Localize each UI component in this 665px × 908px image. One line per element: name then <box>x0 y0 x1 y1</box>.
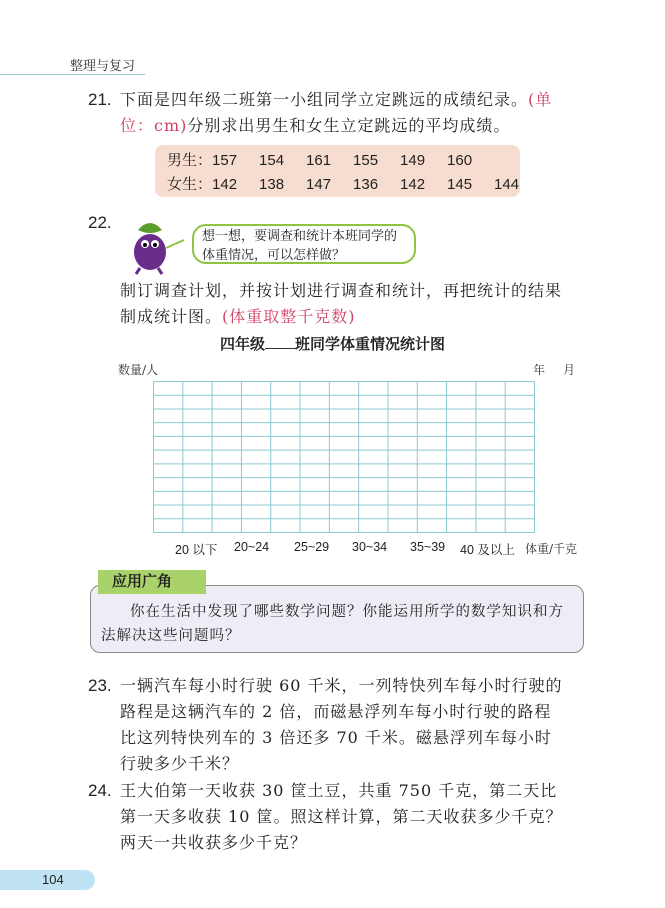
q24-line: 两天一共收获多少千克？ <box>120 833 308 852</box>
q24-line: 第一天多收获 10 筐。照这样计算，第二天收获多少千克？ <box>120 807 563 826</box>
category-label: 40 及以上 <box>460 543 515 557</box>
category-label: 20 以下 <box>175 543 218 557</box>
score: 157 <box>212 152 238 169</box>
date-month: 月 <box>563 363 576 377</box>
q21-unit2: 位：cm) <box>120 116 188 135</box>
score: 138 <box>259 176 285 193</box>
q22-line1: 制订调查计划，并按计划进行调查和统计，再把统计的结果 <box>120 281 563 300</box>
page-number: 104 <box>0 870 95 890</box>
speech-bubble: 想一想，要调查和统计本班同学的体重情况，可以怎样做？ <box>192 224 416 264</box>
q21-text <box>120 87 590 139</box>
score: 154 <box>259 152 285 169</box>
date-year: 年 <box>533 363 546 377</box>
q24-number: 24. <box>88 781 112 800</box>
class-blank[interactable] <box>265 348 295 349</box>
title-part: 四年级 <box>219 336 265 353</box>
category-label: 30~34 <box>352 540 388 554</box>
q23-line: 一辆汽车每小时行驶 60 千米，一列特快列车每小时行驶的 <box>120 676 563 695</box>
header-rule <box>0 74 145 75</box>
score: 149 <box>400 152 426 169</box>
category-label: 35~39 <box>410 540 446 554</box>
section-header: 整理与复习 <box>70 59 136 74</box>
chart-title <box>0 333 665 354</box>
girls-row <box>167 173 541 194</box>
score: 155 <box>353 152 379 169</box>
score: 144 <box>494 176 520 193</box>
boys-label: 男生： <box>167 151 213 169</box>
q22-number: 22. <box>88 213 112 232</box>
score: 142 <box>400 176 426 193</box>
score: 136 <box>353 176 379 193</box>
q23-line: 行驶多少千米？ <box>120 754 240 773</box>
category-label: 20~24 <box>234 540 270 554</box>
score: 147 <box>306 176 332 193</box>
y-axis-label: 数量/人 <box>118 363 159 377</box>
score: 142 <box>212 176 238 193</box>
q23-text <box>120 673 595 777</box>
girls-label: 女生： <box>167 175 213 193</box>
category-label: 25~29 <box>294 540 330 554</box>
score: 145 <box>447 176 473 193</box>
application-text: 你在生活中发现了哪些数学问题？你能运用所学的数学知识和方法解决这些问题吗？ <box>101 604 564 644</box>
q21-line2: 分别求出男生和女生立定跳远的平均成绩。 <box>187 116 511 135</box>
eggplant-mascot-icon <box>118 208 188 276</box>
q22-text <box>120 278 590 330</box>
title-part: 班同学体重情况统计图 <box>295 336 446 353</box>
score: 160 <box>447 152 473 169</box>
q21-number: 21. <box>88 90 112 109</box>
score-data-box <box>155 145 520 197</box>
q22-line2: 制成统计图。 <box>120 307 223 326</box>
q22-note: (体重取整千克数) <box>222 307 356 326</box>
application-corner-tag: 应用广角 <box>98 570 206 594</box>
q23-line: 路程是这辆汽车的 2 倍，而磁悬浮列车每小时行驶的路程 <box>120 702 552 721</box>
score: 161 <box>306 152 332 169</box>
q23-line: 比这列特快列车的 3 倍还多 70 千米。磁悬浮列车每小时 <box>120 728 552 747</box>
blank-chart-grid[interactable] <box>153 381 535 533</box>
x-axis-label: 体重/千克 <box>525 542 578 556</box>
q24-text <box>120 778 595 856</box>
q23-number: 23. <box>88 676 112 695</box>
q21-line1: 下面是四年级二班第一小组同学立定跳远的成绩纪录。 <box>120 90 529 109</box>
q24-line: 王大伯第一天收获 30 筐土豆，共重 750 千克，第二天比 <box>120 781 558 800</box>
boys-row <box>167 149 494 170</box>
application-corner-box <box>90 585 584 653</box>
q21-unit: (单 <box>528 90 553 109</box>
